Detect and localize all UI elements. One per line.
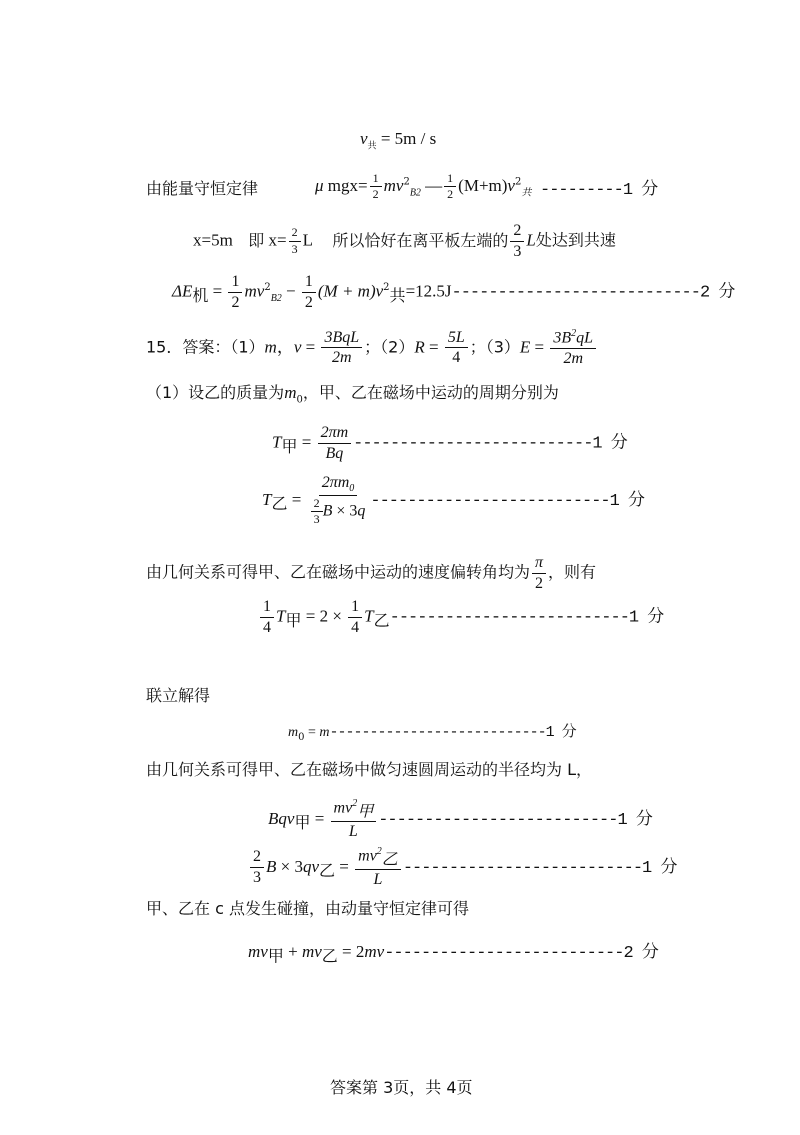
geom-text: 由几何关系可得甲、乙在磁场中运动的速度偏转角均为: [146, 562, 531, 582]
energy-cons-label: 由能量守恒定律: [146, 179, 259, 198]
x-value: x=5m: [193, 230, 233, 250]
momentum-equation: $mv_甲 + mv_乙 = 2mv--------------------------2$ 分: [248, 942, 658, 966]
q15-sep2: ；（2）: [364, 337, 415, 357]
geom-text2: ，则有: [548, 562, 597, 582]
delta-e-points: ---------------------------2 分: [451, 283, 735, 303]
delta-e-equation: $\Delta E_机$ = $\frac{1}{2}$ $mv^2_{B2}$ − $\frac{1}{2}$ $(M + m)v^2_共=12.5J---------------------------2$ 分: [172, 273, 735, 311]
m0-equation: $m_0 = m---------------------------1$ 分: [288, 724, 576, 743]
bqv-jia-equation: Bqv$_甲$ = $\frac{mv^2_甲}{L}$ --------------------------1 分: [268, 798, 652, 841]
energy-equation: μ mgx= $\frac{1}{2}$ $mv^2_{B2}$ — $\frac{1}{2}$ $(M+m)v^2_共$: [315, 171, 532, 202]
m0-points: ---------------------------1 分: [329, 724, 576, 741]
t-yi-equation: $T_乙$ = $2\pi m_0$ $\frac{2}{3}$ B × 3q --------------------------1 分: [262, 474, 645, 527]
bqv-yi-points: --------------------------1 分: [402, 858, 677, 878]
x-value-line: x=5m 即 x= $\frac{2}{3}$ L 所以恰好在离平板左端的 $\frac{2}{3}$ L处达到共速: [193, 222, 616, 260]
x-tail-text2: 处达到共速: [535, 230, 616, 250]
energy-conservation-line: [146, 181, 258, 198]
lianli-text: 联立解得: [146, 686, 211, 705]
t-jia-equation: $T_甲$ = $\frac{2\pi m}{Bq}$ --------------------------1 分: [272, 424, 627, 462]
energy-cons-points: ---------1 分: [540, 181, 658, 200]
part1-intro: （1）设乙的质量为$m_0$，甲、乙在磁场中运动的周期分别为: [146, 383, 559, 406]
page-footer: 答案第 3页，共 4页: [330, 1078, 473, 1097]
t-jia-points: --------------------------1 分: [353, 434, 627, 454]
v-common-equation: $v_共 = 5m / s$: [360, 129, 437, 152]
radius-text: 由几何关系可得甲、乙在磁场中做匀速圆周运动的半径均为 L，: [146, 760, 593, 779]
x-tail-text: 所以恰好在离平板左端的: [332, 230, 509, 250]
quarter-period-equation: $\frac{1}{4}$ $T_甲 = 2$ × $\frac{1}{4}$ $T_乙--------------------------1$ 分: [258, 598, 663, 636]
q15-label: 15．答案：（1）: [146, 337, 265, 357]
part1-intro-text2: ，甲、乙在磁场中运动的周期分别为: [302, 383, 559, 402]
collision-text: 甲、乙在 c 点发生碰撞，由动量守恒定律可得: [146, 899, 469, 918]
quarter-points: --------------------------1 分: [389, 608, 664, 628]
delta-e-result: =12.5J: [405, 281, 452, 301]
part1-intro-text: （1）设乙的质量为: [146, 383, 285, 402]
momentum-points: --------------------------2 分: [384, 944, 658, 963]
q15-answer-line: 15．答案：（1）m，v = $\frac{\text{3BqL}}{2m}$ ；（2）R = $\frac{5L}{4}$ ；（3）E = $\frac{3B^2qL}{2m}$: [146, 328, 598, 368]
bqv-jia-points: --------------------------1 分: [378, 810, 652, 830]
bqv-yi-equation: $\frac{2}{3}$ $B \times 3qv_乙$ = $\frac{mv^2_乙}{L}$ --------------------------1 分: [248, 846, 676, 889]
geom-angle-line: 由几何关系可得甲、乙在磁场中运动的速度偏转角均为 $\frac{\pi}{2}$ ，则有: [146, 554, 597, 592]
q15-sep3: ；（3）: [469, 337, 520, 357]
t-yi-points: --------------------------1 分: [370, 491, 645, 511]
